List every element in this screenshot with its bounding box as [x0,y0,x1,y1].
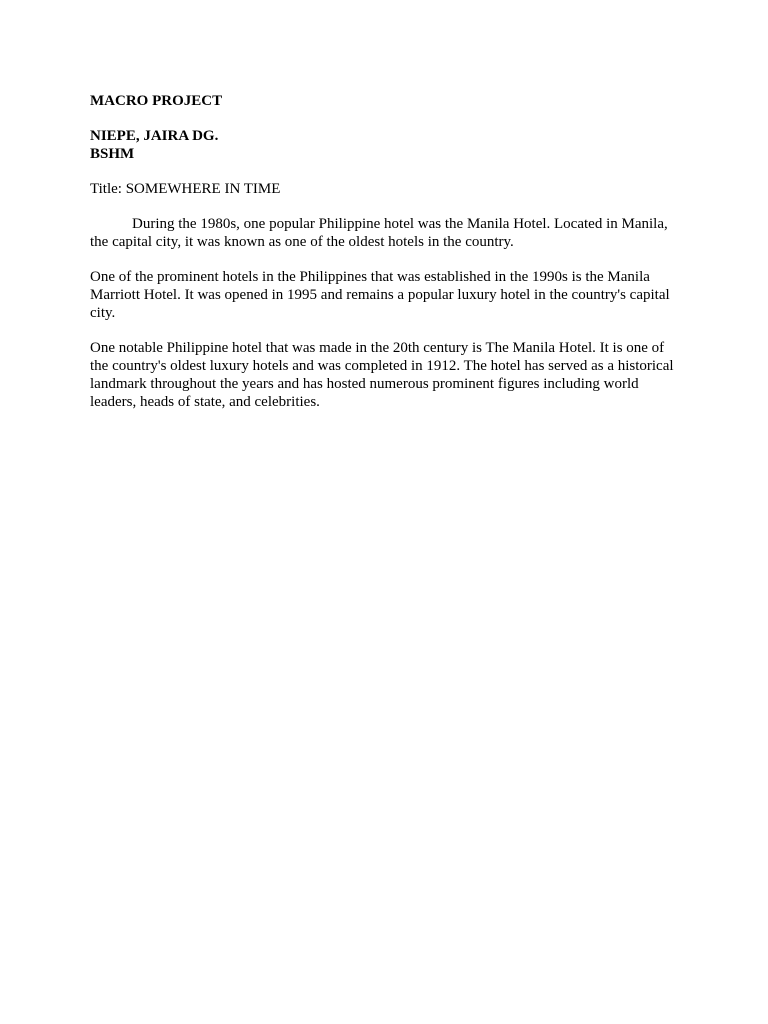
paragraph-20th-century: One notable Philippine hotel that was made in the 20th century is The Manila Hotel. It is one of the country's oldest luxury hotels and was completed in 1912. The hotel has served as a historical landmark throughout the years and has hosted numerous prominent figures including world leaders, heads of state, and celebrities. [90,340,674,410]
paragraph-1980s: During the 1980s, one popular Philippine hotel was the Manila Hotel. Located in Manila, the capital city, it was known as one of the oldest hotels in the country. [90,216,668,250]
document-title: Title: SOMEWHERE IN TIME [90,181,281,197]
paragraph-1990s: One of the prominent hotels in the Philippines that was established in the 1990s is the Manila Marriott Hotel. It was opened in 1995 and remains a popular luxury hotel in the country's capital city. [90,269,670,321]
author-block [90,127,680,163]
document-body [90,92,680,428]
document-heading: MACRO PROJECT [90,93,223,109]
author-program: BSHM [90,146,135,162]
author-name: NIEPE, JAIRA DG. [90,128,219,144]
